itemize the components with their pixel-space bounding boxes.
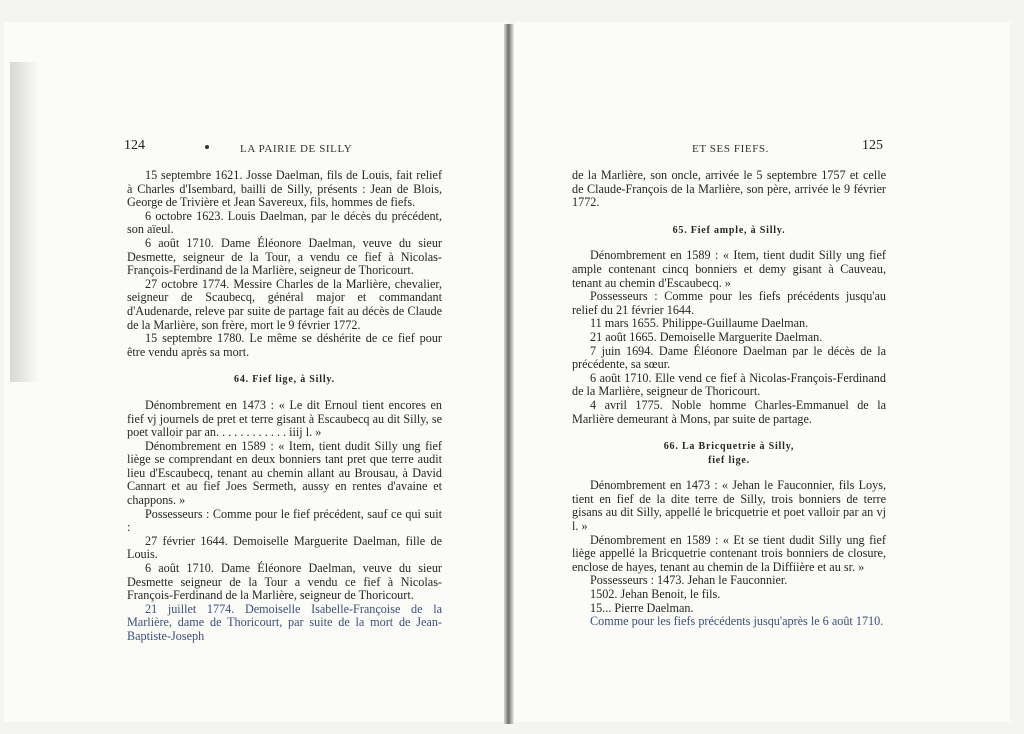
paragraph: 21 août 1665. Demoiselle Marguerite Daelman.	[590, 329, 823, 344]
paragraph: 4 avril 1775. Noble homme Charles-Emmanuel de la Marlière demeurant à Mons, par suite de partage.	[572, 397, 886, 426]
left-page	[4, 22, 506, 722]
right-text-block	[572, 169, 886, 629]
paragraph: Dénombrement en 1473 : « Jehan le Fauconnier, fils Loys, tient en fief de la dite terre de Silly, trois bonniers de terre gisans au dit Silly, appellé le bricquetrie et poet valloir par an vj l. »	[572, 478, 886, 534]
paragraph-blue: Comme pour les fiefs précédents jusqu'après le 6 août 1710.	[590, 614, 884, 629]
section-heading-line2: fief lige.	[708, 454, 750, 466]
paragraph: Dénombrement en 1473 : « Le dit Ernoul tient encores en fief vj journels de pret et terre gisant à Escaubecq au dit Silly, se poet valloir par an. . . . . . . . . . . . iiij l. »	[127, 397, 442, 440]
section-heading: 65. Fief ample, à Silly.	[672, 224, 786, 236]
paragraph: 1502. Jehan Benoit, le fils.	[590, 587, 721, 602]
section-heading: 66. La Bricquetrie à Silly,	[663, 441, 795, 453]
paragraph: Possesseurs : Comme pour les fiefs précédents jusqu'au relief du 21 février 1644.	[572, 289, 886, 317]
paragraph: Dénombrement en 1589 : « Item, tient dudit Silly ung fief liège se comprendant en deux bonniers tant pret que terre audit lieu d'Escaubecq, tenant au chemin allant au Brousau, à David Cannart et au fief Joes Sermeth, aussy en rentes d'avaine et chappons. »	[127, 438, 442, 508]
section-heading: 64. Fief lige, à Silly.	[234, 374, 335, 386]
running-head: LA PAIRIE DE SILLY	[240, 143, 353, 155]
paragraph: Dénombrement en 1589 : « Et se tient dudit Silly ung fief liège appellé la Bricquetrie contenant trois bonniers de closure, enclose de hayes, tenant au chemin de la Diffiière et au sr. »	[572, 532, 886, 574]
running-head: ET SES FIEFS.	[692, 143, 769, 155]
paragraph: 11 mars 1655. Philippe-Guillaume Daelman.	[590, 316, 809, 331]
paragraph: Possesseurs : Comme pour le fief précédent, sauf ce qui suit :	[127, 506, 442, 535]
scan-shadow	[10, 62, 40, 382]
paragraph: 15 septembre 1621. Josse Daelman, fils de Louis, fait relief à Charles d'Isembard, bailli de Silly, présents : Jean de Blois, George de Trivière et Jean Savereux, fils, hommes de fiefs.	[127, 168, 442, 210]
paragraph: Possesseurs : 1473. Jehan le Fauconnier.	[590, 573, 788, 588]
paragraph: Dénombrement en 1589 : « Item, tient dudit Silly ung fief ample contenant cincq bonniers et demy gisant à Cauveau, tenant au chemin d'Escaubecq. »	[572, 248, 886, 290]
ornament-dot	[205, 145, 209, 149]
paragraph: 7 juin 1694. Dame Éléonore Daelman par le décès de la précédente, sa sœur.	[572, 343, 886, 372]
paragraph: 27 octobre 1774. Messire Charles de la Marlière, chevalier, seigneur de Scaubecq, général major et commandant d'Audenarde, releve par suite de partage fait au décès de Claude de la Marlière, son frère, mort le 9 février 1772.	[127, 276, 442, 332]
paragraph-blue: 21 juillet 1774. Demoiselle Isabelle-Françoise de la Marlière, dame de Thoricourt, par suite de la mort de Jean-Baptiste-Joseph	[127, 601, 442, 643]
paragraph: 6 août 1710. Dame Éléonore Daelman, veuve du sieur Desmette seigneur de la Tour a vendu ce fief à Nicolas-François-Ferdinand de la Marlière, seigneur de Thoricourt.	[127, 561, 442, 603]
paragraph: 27 février 1644. Demoiselle Marguerite Daelman, fille de Louis.	[127, 533, 442, 562]
book-gutter	[504, 24, 514, 724]
page-number: 124	[124, 138, 145, 153]
paragraph: 15... Pierre Daelman.	[590, 600, 694, 615]
page-number: 125	[862, 138, 883, 153]
paragraph: 6 août 1710. Elle vend ce fief à Nicolas-François-Ferdinand de la Marlière, seigneur de Thoricourt.	[572, 370, 886, 399]
right-page	[514, 22, 1010, 722]
paragraph: de la Marlière, son oncle, arrivée le 5 septembre 1757 et celle de Claude-François de la Marlière, son père, arrivée le 9 février 1772.	[572, 168, 886, 210]
paragraph: 15 septembre 1780. Le même se déshérite de ce fief pour être vendu après sa mort.	[127, 331, 442, 359]
paragraph: 6 octobre 1623. Louis Daelman, par le décès du précédent, son aïeul.	[127, 208, 442, 237]
left-text-block	[127, 169, 442, 644]
paragraph: 6 août 1710. Dame Éléonore Daelman, veuve du sieur Desmette, seigneur de la Tour, a vendu ce fief à Nicolas-François-Ferdinand de la Marlière, seigneur de Thoricourt.	[127, 235, 442, 278]
